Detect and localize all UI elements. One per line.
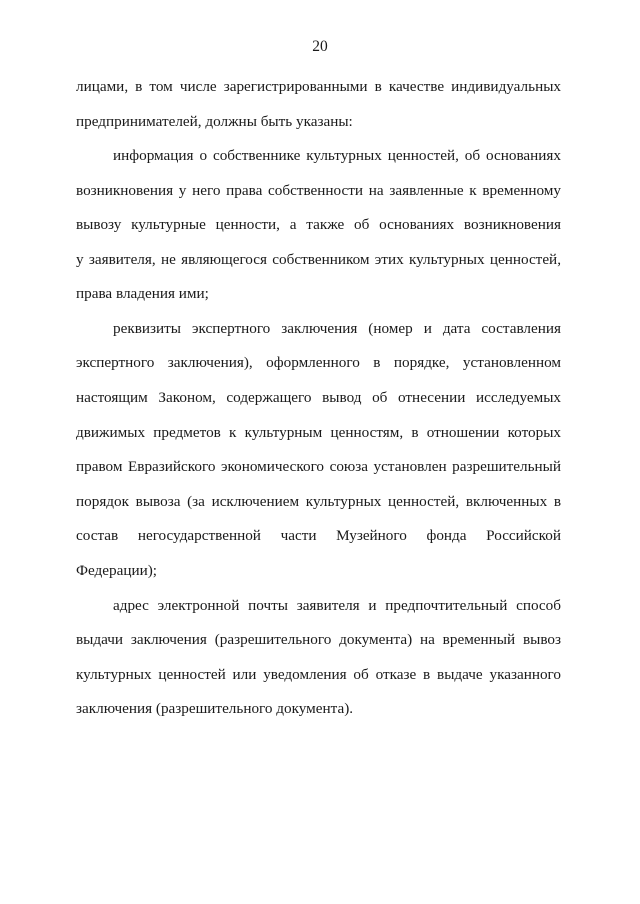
- text-line: лицами, в том числе зарегистрированными в качестве индивидуальных: [76, 78, 561, 95]
- text-line: движимых предметов к культурным ценностям, в отношении которых: [76, 424, 561, 441]
- text-line: предпринимателей, должны быть указаны:: [76, 113, 353, 130]
- text-line: правом Евразийского экономического союза установлен разрешительный: [76, 458, 561, 475]
- text-line: культурных ценностей или уведомления об отказе в выдаче указанного: [76, 666, 561, 683]
- text-line: адрес электронной почты заявителя и предпочтительный способ: [113, 597, 561, 614]
- text-line: вывозу культурные ценности, а также об основаниях возникновения: [76, 216, 561, 233]
- text-line: выдачи заключения (разрешительного документа) на временный вывоз: [76, 631, 561, 648]
- text-line: у заявителя, не являющегося собственником этих культурных ценностей,: [76, 251, 561, 268]
- text-line: информация о собственнике культурных ценностей, об основаниях: [113, 147, 561, 164]
- text-line: возникновения у него права собственности на заявленные к временному: [76, 182, 561, 199]
- text-line: реквизиты экспертного заключения (номер и дата составления: [113, 320, 561, 337]
- text-line: настоящим Законом, содержащего вывод об отнесении исследуемых: [76, 389, 561, 406]
- text-line: заключения (разрешительного документа).: [76, 700, 354, 717]
- text-line: Федерации);: [76, 562, 158, 579]
- text-line: порядок вывоза (за исключением культурных ценностей, включенных в: [76, 493, 561, 510]
- text-line: права владения ими;: [76, 285, 209, 302]
- text-line: состав негосударственной части Музейного фонда Российской: [76, 527, 561, 544]
- text-line: экспертного заключения), оформленного в порядке, установленном: [76, 354, 561, 371]
- page-number: 20: [312, 38, 328, 55]
